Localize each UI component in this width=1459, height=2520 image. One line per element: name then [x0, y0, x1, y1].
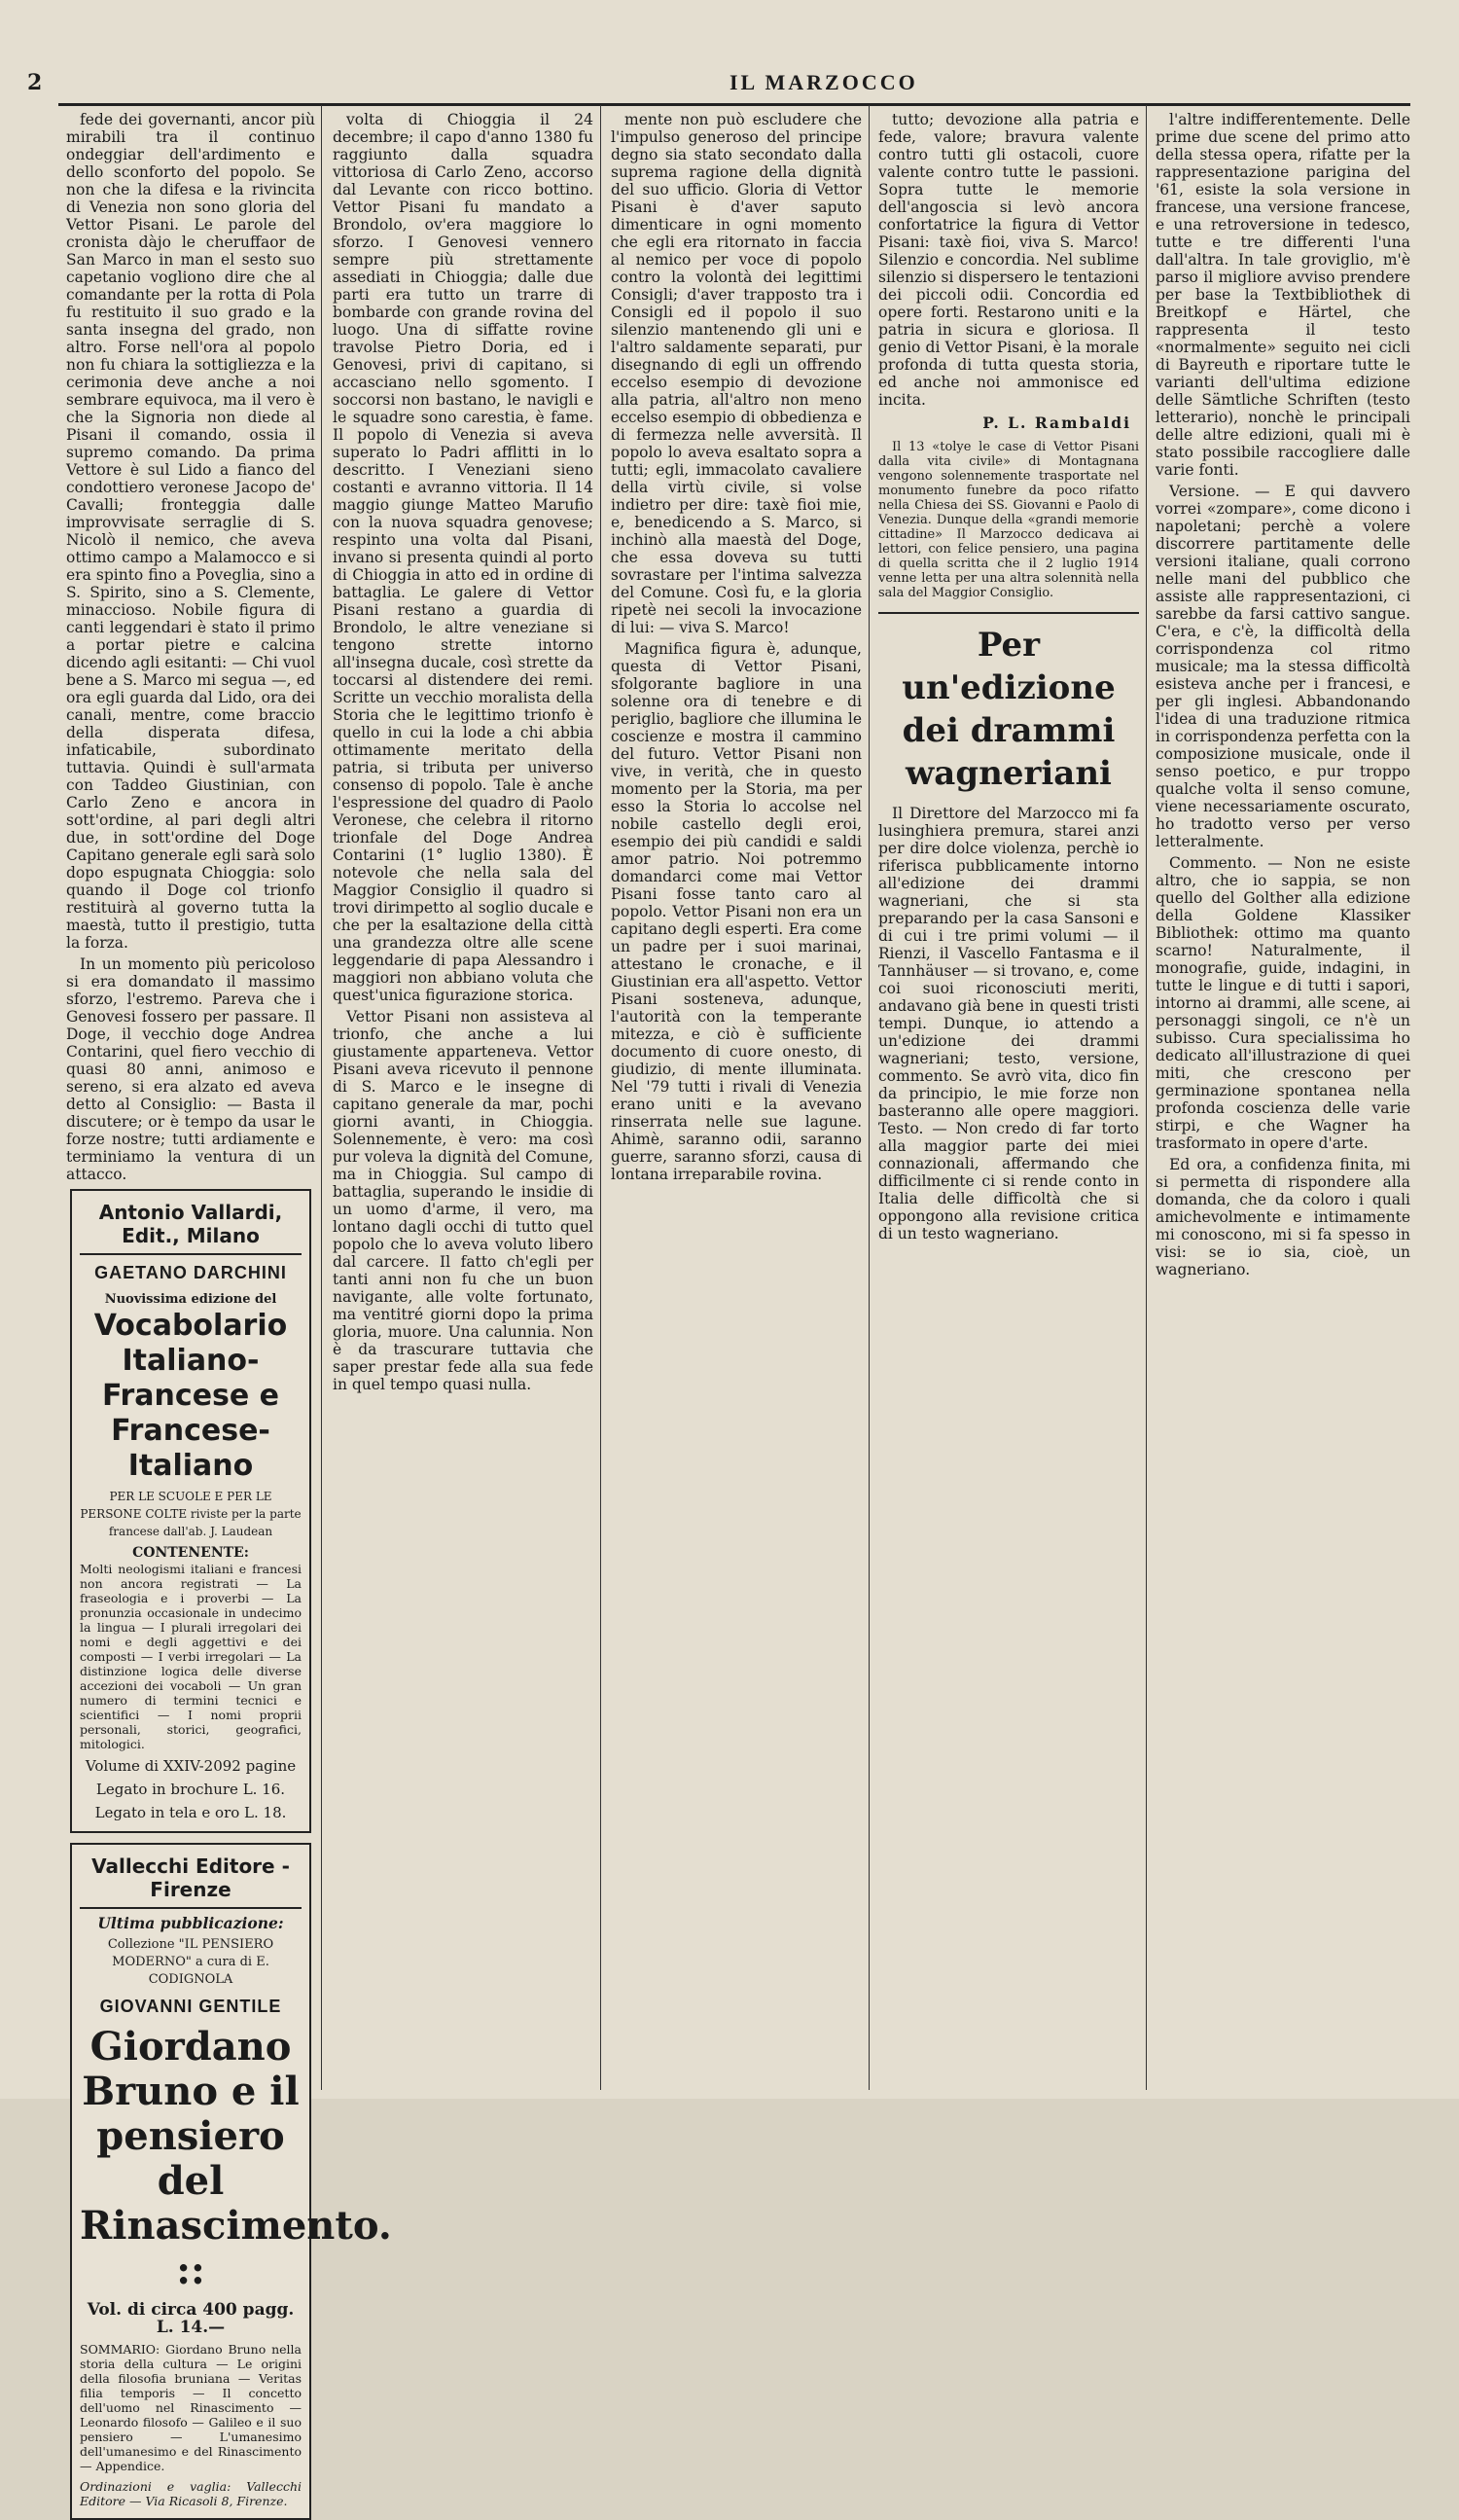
article-footnote: Il 13 «tolye le case di Vettor Pisani dalla vita civile» di Montagnana vengono solennemente trasportate nel monumento funebre da poco rifatto nella Chiesa dei SS. Giovanni e Paolo di Venezia. Dunque della «grandi memorie cittadine» Il Marzocco dedicava ai lettori, con felice pensiero, una pagina di quella scritta che il 2 luglio 1914 venne letta per una altra solennità nella sala del Maggior Consiglio. [878, 440, 1139, 600]
article-paragraph: Commento. — Non ne esiste altro, che io sappia, se non quello del Golther alla edizione della Goldene Klassiker Bibliothek: ottimo ma quanto scarno! Naturalmente, il monografie, guide, indagini, in tutte le lingue e di tutti i sapori, intorno ai drammi, alle scene, ai personaggi singoli, ce n'è un subisso. Cura specialissima ho dedicato all'illustrazione di quei miti, che crescono per germinazione spontanea nella profonda coscienza delle varie stirpi, e che Wagner ha trasformato in opere d'arte. [1156, 854, 1410, 1152]
article-headline: Per un'edizione dei drammi wagneriani [878, 612, 1139, 795]
advertisement-vallecchi [70, 1843, 392, 2520]
column-1 [66, 111, 392, 2508]
ad-author: GIOVANNI GENTILE [99, 1997, 282, 2016]
ad-price: Legato in brochure L. 16. [95, 1781, 286, 1798]
article-paragraph: l'altre indifferentemente. Delle prime due scene del primo atto della stessa opera, rifatte per la rappresentazione parigina del '61, esiste la sola versione in francese, una versione francese, e una retroversione in tedesco, tutte e tre differenti l'una dall'altra. In tale groviglio, m'è parso il migliore avviso prendere per base la Textbibliothek di Breitkopf e Härtel, che rappresenta il testo «normalmente» seguito nei cicli di Bayreuth e riportare tutte le varianti dell'ultima edizione delle Sämtliche Schriften (testo letterario), nonchè le principali delle altre edizioni, quali mi è stato possibile raccogliere dalle varie fonti. [1156, 111, 1410, 479]
ad-order: Ordinazioni e vaglia: Vallecchi Editore — Via Ricasoli 8, Firenze. [80, 2479, 302, 2508]
article-paragraph: Versione. — E qui davvero vorrei «zompare», come dicono i napoletani; perchè a volere discorrere partitamente delle versioni italiane, quali corrono nelle mani del pubblico che assiste alle rappresentazioni, ci sarebbe da farsi cattivo sangue. C'era, e c'è, la difficoltà della corrispondenza col ritmo musicale; ma la stessa difficoltà esisteva anche per i francesi, e per gli inglesi. Abbandonando l'idea di una traduzione ritmica in corrispondenza perfetta con la composizione musicale, onde il senso poetico, e pur troppo qualche volta il senso comune, viene necessariamente oscurato, ho tradotto verso per verso letteralmente. [1156, 483, 1410, 850]
masthead: IL MARZOCCO [730, 70, 918, 94]
column-rule [600, 105, 601, 2090]
ad-contents: Molti neologismi italiani e francesi non ancora registrati — La fraseologia e i proverbi — La pronunzia occasionale in undecimo la lingua — I plurali irregolari dei nomi e degli aggettivi e dei composti — I verbi irregolari — La distinzione logica delle diverse accezioni dei vocaboli — Un gran numero di termini tecnici e scientifici — I nomi proprii personali, storici, geografici, mitologici. [80, 1562, 302, 1751]
advertisement-vallardi [70, 1189, 311, 1833]
column-4 [878, 111, 1139, 2086]
page-header [58, 64, 1410, 106]
article-paragraph: volta di Chioggia il 24 decembre; il capo d'anno 1380 fu raggiunto dalla squadra vittoriosa di Carlo Zeno, accorso dal Levante con ricco bottino. Vettor Pisani fu mandato a Brondolo, ov'era maggiore lo sforzo. I Genovesi vennero sempre più strettamente assediati in Chioggia; dalle due parti era tutto un trarre di bombarde con grande rovina del luogo. Una di siffatte rovine travolse Pietro Doria, ed i Genovesi, privi di capitano, si accasciano nello sgomento. I soccorsi non bastano, le navigli e le squadre sono carestia, è fame. Il popolo di Venezia si aveva superato lo Padri afflitti in lo descritto. I Veneziani sieno costanti e avranno vittoria. Il 14 maggio giunge Matteo Marufio con la nuova squadra genovese; respinto una volta dal Pisani, invano si presenta quindi al porto di Chioggia in atto ed in ordine di battaglia. Le galere di Vettor Pisani restano a guardia di Brondolo, le altre veneziane si tengono strette intorno all'insegna ducale, così strette da toccarsi al distendere dei remi. Scritte un vecchio moralista della Storia che le legittimo trionfo è quello in cui la lode a chi abbia ottimamente meritato della patria, si tributa per universo consenso di popolo. Tale è anche l'espressione del quadro di Paolo Veronese, che celebra il ritorno trionfale del Doge Andrea Contarini (1° luglio 1380). È notevole che nella sala del Maggior Consiglio il quadro si trovi dirimpetto al soglio ducale e che per la esaltazione della città una grandezza oltre alle scene leggendarie di papa Alessandro i maggiori non abbiano voluta che quest'unica figurazione storica. [333, 111, 593, 1004]
column-rule [1146, 105, 1147, 2090]
article-paragraph: Il Direttore del Marzocco mi fa lusinghiera premura, starei anzi per dire dolce violenza, perchè io riferisca pubblicamente intorno all'edizione dei drammi wagneriani, che si sta preparando per la casa Sansoni e di cui i tre primi volumi — il Rienzi, il Vascello Fantasma e il Tannhäuser — si trovano, e, come coi suoi riconosciuti meriti, andavano già bene in questi tristi tempi. Dunque, io attendo a un'edizione dei drammi wagneriani; testo, versione, commento. Se avrò vita, dico fin da principio, le mie forze non basteranno alle opere maggiori. Testo. — Non credo di far torto alla maggior parte dei miei connazionali, affermando che difficilmente ci si rende conto in Italia delle difficoltà che si oppongono alla revisione critica di un testo wagneriano. [878, 805, 1139, 1242]
ad-edition: Nuovissima edizione del [104, 1292, 277, 1307]
ad-title: Vocabolario Italiano-Francese e Francese-Italiano [93, 1309, 288, 1483]
ad-price: Legato in tela e oro L. 18. [94, 1804, 287, 1821]
ad-latest: Ultima pubblicazione: [97, 1914, 284, 1932]
ad-publisher: Vallecchi Editore - Firenze [80, 1854, 302, 1909]
article-paragraph: Ed ora, a confidenza finita, mi si permetta di rispondere alla domanda, che da coloro i quali amichevolmente e intimamente mi conoscono, mi si fa spesso in visi: se io sia, cioè, un wagneriano. [1156, 1156, 1410, 1278]
column-5 [1156, 111, 1410, 2086]
ad-volume: Vol. di circa 400 pagg. L. 14.— [87, 2300, 295, 2337]
ad-contents-label: CONTENENTE: [132, 1545, 249, 1561]
ad-volume: Volume di XXIV-2092 pagine [85, 1757, 297, 1775]
page-number: 2 [27, 70, 43, 95]
article-paragraph: mente non può escludere che l'impulso generoso del principe degno sia stato secondato dalla suprema ragione della dignità del suo ufficio. Gloria di Vettor Pisani è d'aver saputo dimenticare in ogni momento che egli era ritornato in faccia al nemico per voce di popolo contro la volontà dei legittimi Consigli; d'aver trapposto tra i Consigli ed il popolo il suo silenzio mantenendo gli uni e l'altro saldamente separati, pur disegnando di egli un offrendo eccelso esempio di devozione alla patria, all'altro non meno eccelso esempio di obbedienza e di fermezza nelle avversità. Il popolo lo aveva esaltato sopra a tutti; egli, immacolato cavaliere della virtù civile, si volse indietro per dire: taxè fioi mie, e, benedicendo a S. Marco, si inchinò alla maestà del Doge, che essa doveva su tutti sovrastare per l'intima salvezza del Comune. Così fu, e la gloria ripetè nei secoli la invocazione di lui: — viva S. Marco! [611, 111, 862, 636]
article-paragraph: tutto; devozione alla patria e fede, valore; bravura valente contro tutti gli ostacoli, cuore valente contro tutte le passioni. Sopra tutte le memorie dell'angoscia si levò ancora confortatrice la figura di Vettor Pisani: taxè fioi, viva S. Marco! Silenzio e concordia. Nel sublime silenzio si dispersero le tentazioni dei piccoli odii. Concordia ed opere forti. Restarono uniti e la patria in sicura e gloriosa. Il genio di Vettor Pisani, è la morale profonda di tutta questa storia, ed anche noi ammonisce ed incita. [878, 111, 1139, 409]
column-rule [869, 105, 870, 2090]
article-signature: P. L. Rambaldi [982, 414, 1131, 432]
article-paragraph: Magnifica figura è, adunque, questa di Vettor Pisani, sfolgorante bagliore in una solenne ora di tenebre e di periglio, bagliore che illumina le coscienze e mostra il cammino del futuro. Vettor Pisani non vive, in verità, che in questo momento per la Storia, ma per esso la Storia lo accolse nel nobile castello degli eroi, esempio dei più candidi e saldi amor patrio. Noi potremmo domandarci come mai Vettor Pisani fosse tanto caro al popolo. Vettor Pisani non era un capitano degli esperti. Era come un padre per i suoi marinai, attestano le cronache, e il Giustinian era all'aspetto. Vettor Pisani sosteneva, adunque, l'autorità con la temperante mitezza, e ciò è sufficiente documento di cuore onesto, di giudizio, di mente illuminata. Nel '79 tutti i rivali di Venezia erano uniti e la avevano rinserrata nelle sue lagune. Ahimè, saranno odii, saranno guerre, saranno sforzi, causa di lontana irreparabile rovina. [611, 640, 862, 1183]
ad-title: Giordano Bruno e il pensiero del Rinascimento. :: [80, 2024, 392, 2293]
article-paragraph: Vettor Pisani non assisteva al trionfo, che anche a lui giustamente apparteneva. Vettor Pisani aveva ricevuto il pennone di S. Marco e le insegne di capitano generale da mar, pochi giorni avanti, in Chioggia. Solennemente, è vero: ma così pur voleva la dignità del Comune, ma in Chioggia. Sul campo di battaglia, superando le insidie di un uomo d'arme, il vero, ma lontano dagli occhi di tutto quel popolo che lo aveva voluto libero dal carcere. Il fatto ch'egli per tanti anni non fu che un buon navigante, alle volte fortunato, ma ventitré giorni dopo la prima gloria, muore. Una calunnia. Non è da trascurare tuttavia che saper prestar fede alla sua fede in quel tempo quasi nulla. [333, 1008, 593, 1393]
column-2 [333, 111, 593, 2086]
ad-publisher: Antonio Vallardi, Edit., Milano [80, 1201, 302, 1255]
ad-subtitle: PER LE SCUOLE E PER LE PERSONE COLTE riviste per la parte francese dall'ab. J. Laudean [80, 1490, 302, 1538]
ad-collection: Collezione "IL PENSIERO MODERNO" a cura di E. CODIGNOLA [107, 1937, 274, 1987]
ad-summary: SOMMARIO: Giordano Bruno nella storia della cultura — Le origini della filosofia bruniana — Veritas filia temporis — Il concetto dell'uomo nel Rinascimento — Leonardo filosofo — Galileo e il suo pensiero — L'umanesimo dell'umanesimo e del Rinascimento — Appendice. [80, 2342, 302, 2473]
column-3 [611, 111, 862, 2086]
ad-author: GAETANO DARCHINI [94, 1263, 287, 1282]
column-rule [321, 105, 322, 2090]
article-paragraph: In un momento più pericoloso si era domandato il massimo sforzo, l'estremo. Pareva che i Genovesi fossero per passare. Il Doge, il vecchio doge Andrea Contarini, quel fiero vecchio di quasi 80 anni, animoso e sereno, si era alzato ed aveva detto al Consiglio: — Basta il discutere; or è tempo da usar le forze nostre; tutti ardiamente e terminiamo la ventura di un attacco. [66, 955, 315, 1183]
article-paragraph: fede dei governanti, ancor più mirabili tra il continuo ondeggiar dell'ardimento e dello sconforto del popolo. Se non che la difesa e la rivincita di Venezia non sono gloria del Vettor Pisani. Le parole del cronista dàjo le cheruffaor de San Marco in man el sesto suo capetanio vogliono dire che al comandante per la rotta di Pola fu restituito il suo grado e la santa insegna del grado, non altro. Forse nell'ora al popolo non fu chiara la sottigliezza e la cerimonia deve anche a noi sembrare equivoca, ma il vero è che la Signoria non diede al Pisani il comando, ossia il supremo comando. Da prima Vettore è sul Lido a fianco del condottiero veronese Jacopo de' Cavalli; fronteggia dalle improvvisate serraglie di S. Nicolò il nemico, che aveva ottimo campo a Malamocco e si era spinto fino a Poveglia, sino a S. Spirito, sino a S. Clemente, minaccioso. Nobile figura di canti leggendari è stato il primo a portar pietre e calcina dicendo agli esitanti: — Chi vuol bene a S. Marco mi segua —, ed ora egli guarda dal Lido, ora dei canali, mentre, come braccio della disperata difesa, infaticabile, subordinato tuttavia. Quindi è sull'armata con Taddeo Giustinian, con Carlo Zeno e ancora in sott'ordine, al pari degli altri due, in sott'ordine del Doge Capitano generale egli sarà solo dopo espugnata Chioggia: solo quando il Doge col trionfo restituirà al governo tutta la maestà, tutto il prestigio, tutta la forza. [66, 111, 315, 952]
